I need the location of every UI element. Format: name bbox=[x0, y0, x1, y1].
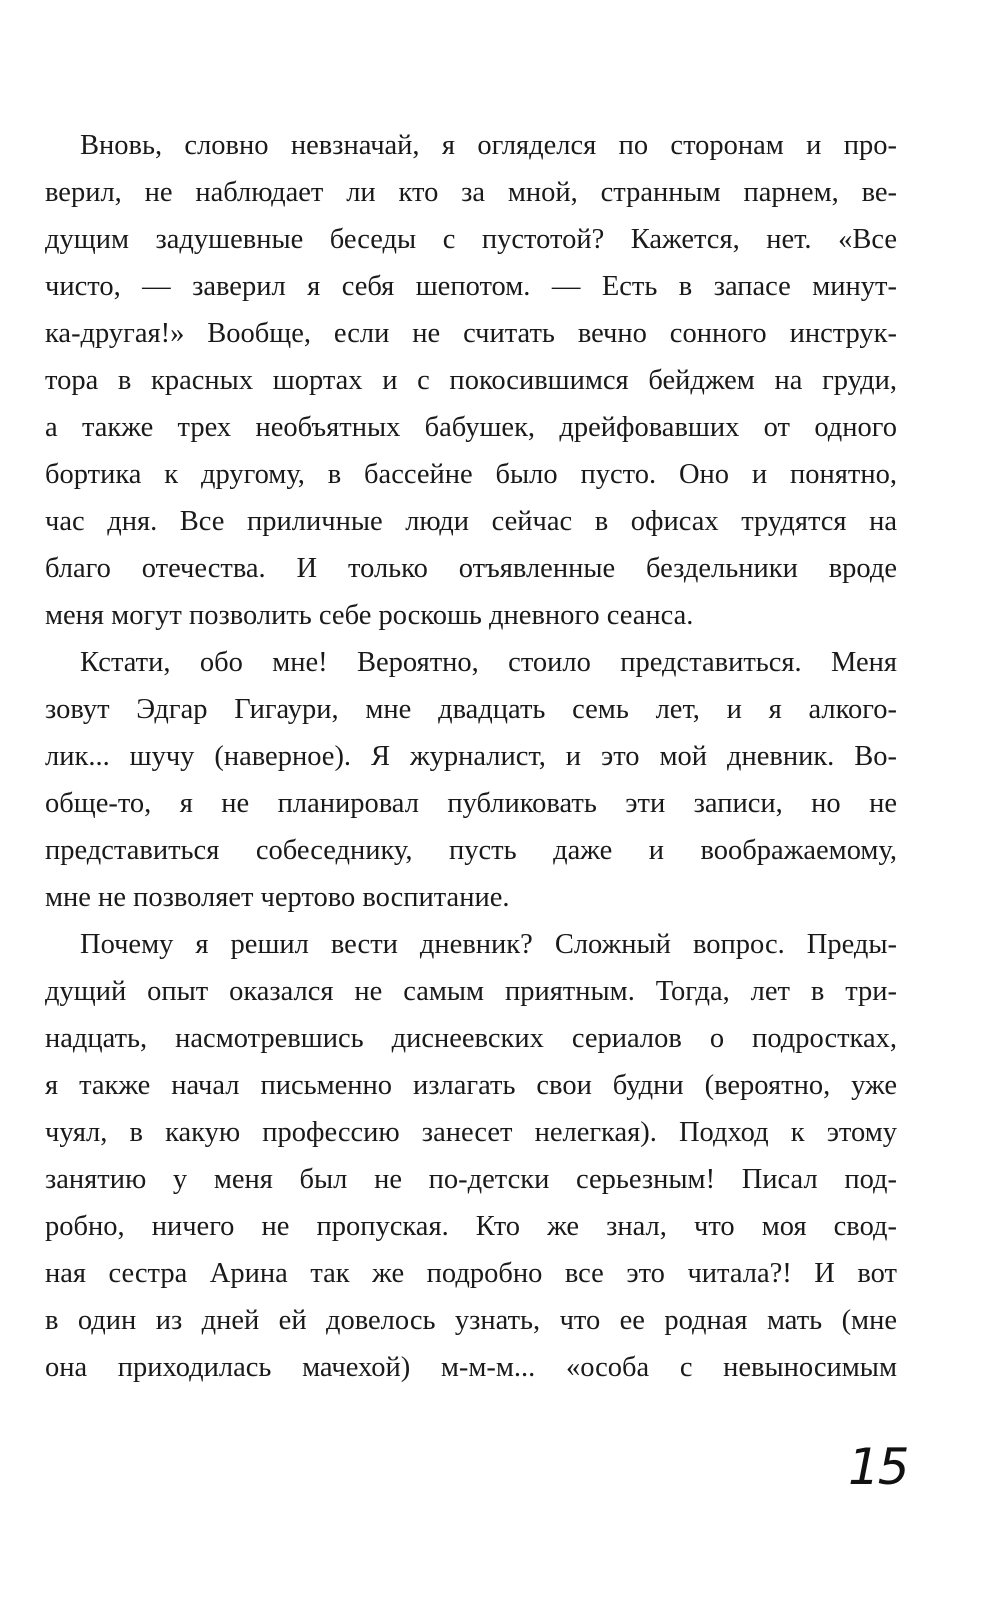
text-line: час дня. Все приличные люди сейчас в офисах трудятся на bbox=[45, 506, 897, 537]
text-line: Почему я решил вести дневник? Сложный вопрос. Преды- bbox=[80, 929, 897, 960]
text-line: она приходилась мачехой) м-м-м... «особа с невыносимым bbox=[45, 1352, 897, 1383]
text-line: обще-то, я не планировал публиковать эти записи, но не bbox=[45, 788, 897, 819]
text-line: а также трех необъятных бабушек, дрейфовавших от одного bbox=[45, 412, 897, 443]
text-line: мне не позволяет чертово воспитание. bbox=[45, 882, 510, 913]
text-line: надцать, насмотревшись диснеевских сериалов о подростках, bbox=[45, 1023, 897, 1054]
text-line: робно, ничего не пропуская. Кто же знал, что моя свод- bbox=[45, 1211, 897, 1242]
text-line: ная сестра Арина так же подробно все это читала?! И вот bbox=[45, 1258, 897, 1289]
text-line: меня могут позволить себе роскошь дневного сеанса. bbox=[45, 600, 694, 631]
paragraph bbox=[45, 122, 897, 639]
book-page-text bbox=[45, 122, 897, 1391]
text-line: ка-другая!» Вообще, если не считать вечно сонного инструк- bbox=[45, 318, 897, 349]
text-line: Кстати, обо мне! Вероятно, стоило представиться. Меня bbox=[80, 647, 897, 678]
page-number: 15 bbox=[848, 1438, 908, 1496]
text-line: лик... шучу (наверное). Я журналист, и это мой дневник. Во- bbox=[45, 741, 897, 772]
text-line: представиться собеседнику, пусть даже и воображаемому, bbox=[45, 835, 897, 866]
text-line: верил, не наблюдает ли кто за мной, странным парнем, ве- bbox=[45, 177, 897, 208]
text-line: чуял, в какую профессию занесет нелегкая). Подход к этому bbox=[45, 1117, 897, 1148]
text-line: занятию у меня был не по-детски серьезным! Писал под- bbox=[45, 1164, 897, 1195]
text-line: тора в красных шортах и с покосившимся бейджем на груди, bbox=[45, 365, 897, 396]
paragraph bbox=[45, 639, 897, 921]
text-line: чисто, — заверил я себя шепотом. — Есть в запасе минут- bbox=[45, 271, 897, 302]
text-line: благо отечества. И только отъявленные бездельники вроде bbox=[45, 553, 897, 584]
text-line: я также начал письменно излагать свои будни (вероятно, уже bbox=[45, 1070, 897, 1101]
text-line: бортика к другому, в бассейне было пусто. Оно и понятно, bbox=[45, 459, 897, 490]
text-line: зовут Эдгар Гигаури, мне двадцать семь лет, и я алкого- bbox=[45, 694, 897, 725]
text-line: в один из дней ей довелось узнать, что ее родная мать (мне bbox=[45, 1305, 897, 1336]
text-line: Вновь, словно невзначай, я огляделся по сторонам и про- bbox=[80, 130, 897, 161]
text-line: дущим задушевные беседы с пустотой? Кажется, нет. «Все bbox=[45, 224, 897, 255]
paragraph bbox=[45, 921, 897, 1391]
text-line: дущий опыт оказался не самым приятным. Тогда, лет в три- bbox=[45, 976, 897, 1007]
